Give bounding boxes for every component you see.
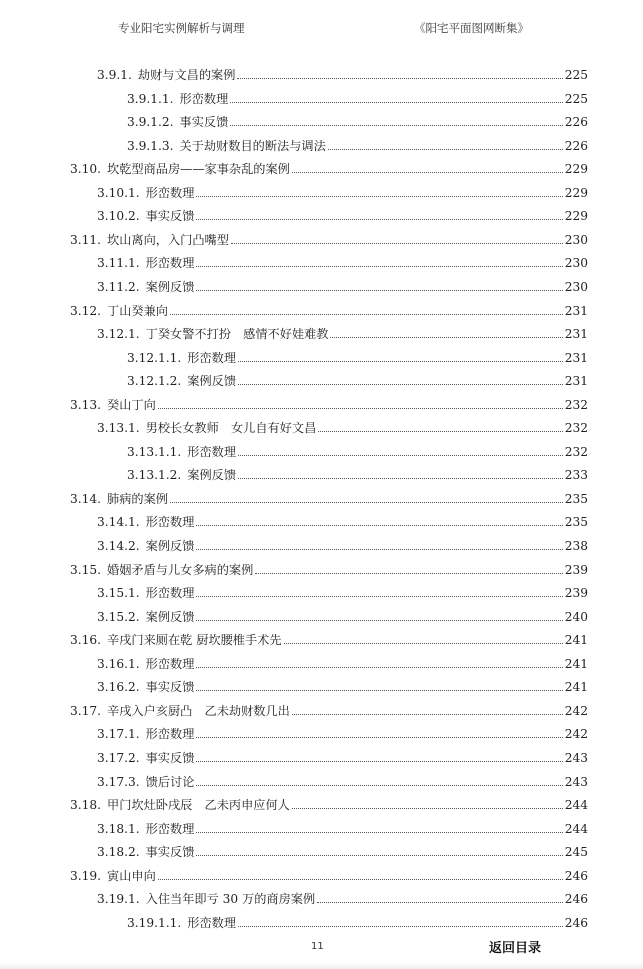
toc-entry-title: 事实反馈 [145, 845, 195, 860]
toc-entry-number: 3.9.1.2. [127, 115, 174, 130]
toc-entry-page: 242 [564, 727, 588, 742]
toc-entry-page: 243 [564, 774, 588, 789]
toc-leader-dots [330, 337, 562, 338]
toc-entry-number: 3.12.1.2. [127, 374, 182, 389]
toc-leader-dots [196, 596, 562, 597]
toc-entry-page: 245 [564, 845, 588, 860]
toc-entry[interactable] [70, 557, 588, 577]
toc-leader-dots [292, 808, 563, 809]
toc-entry-title: 形峦数理 [145, 727, 195, 742]
toc-leader-dots [230, 125, 562, 126]
toc-entry-title: 案例反馈 [145, 539, 195, 553]
toc-entry-title: 劫财与文昌的案例 [137, 68, 236, 82]
toc-entry-page: 244 [564, 798, 588, 813]
toc-entry-page: 226 [564, 115, 588, 130]
toc-entry-number: 3.17.3. [97, 774, 140, 789]
toc-entry[interactable] [67, 816, 588, 836]
toc-leader-dots [318, 431, 562, 432]
toc-entry-number: 3.13.1.2. [127, 468, 182, 483]
toc-entry-number: 3.12.1. [97, 327, 140, 342]
toc-entry-title: 癸山丁向 [107, 397, 156, 412]
toc-entry-number: 3.19. [70, 868, 102, 883]
toc-entry-number: 3.17. [70, 703, 102, 718]
toc-entry[interactable] [127, 439, 588, 459]
toc-entry-number: 3.14.1. [97, 515, 140, 530]
toc-entry[interactable] [70, 227, 588, 247]
toc-entry-number: 3.15. [70, 562, 102, 577]
toc-entry-title: 寅山申向 [107, 868, 156, 883]
toc-leader-dots [170, 314, 563, 315]
toc-leader-dots [238, 926, 563, 927]
toc-entry[interactable] [70, 863, 588, 883]
toc-entry-title: 事实反馈 [145, 750, 195, 765]
toc-entry[interactable] [67, 745, 588, 765]
toc-entry-number: 3.18. [70, 798, 102, 813]
toc-entry[interactable] [70, 486, 588, 506]
toc-entry-page: 229 [564, 162, 588, 177]
toc-entry[interactable] [70, 627, 588, 647]
toc-entry-page: 246 [564, 892, 588, 907]
toc-entry-number: 3.15.1. [97, 586, 140, 601]
toc-entry[interactable] [127, 86, 588, 106]
toc-entry[interactable] [67, 721, 588, 741]
toc-entry[interactable] [67, 886, 588, 906]
toc-entry-number: 3.12.1.1. [127, 350, 182, 365]
toc-entry-page: 238 [564, 539, 588, 553]
toc-entry-title: 肺病的案例 [107, 491, 168, 506]
toc-entry-number: 3.13.1. [97, 421, 140, 436]
toc-entry-title: 案例反馈 [145, 609, 195, 624]
toc-leader-dots [255, 573, 562, 574]
toc-entry[interactable] [127, 133, 588, 153]
toc-entry-title: 案例反馈 [145, 279, 195, 294]
toc-entry[interactable] [70, 698, 588, 718]
toc-entry-title: 坎山离向，入门凸嘴型 [107, 232, 229, 247]
toc-entry-title: 形峦数理 [145, 515, 195, 530]
toc-entry-page: 225 [564, 91, 588, 106]
toc-leader-dots [238, 384, 563, 385]
toc-leader-dots [284, 643, 563, 644]
toc-entry-number: 3.17.1. [97, 727, 140, 742]
toc-entry-title: 婚姻矛盾与儿女多病的案例 [107, 562, 254, 577]
toc-leader-dots [292, 172, 563, 173]
toc-entry[interactable] [67, 321, 588, 341]
toc-entry-number: 3.19.1. [97, 892, 140, 907]
toc-entry-number: 3.13.1.1. [127, 444, 182, 459]
toc-entry-number: 3.16.1. [97, 656, 140, 671]
toc-entry-page: 229 [564, 185, 588, 200]
toc-leader-dots [292, 714, 563, 715]
toc-entry-page: 231 [564, 303, 588, 318]
toc-leader-dots [196, 832, 562, 833]
toc-leader-dots [231, 243, 563, 244]
toc-leader-dots [170, 502, 563, 503]
toc-leader-dots [196, 219, 562, 220]
toc-leader-dots [238, 455, 563, 456]
toc-entry-title: 形峦数理 [145, 256, 195, 271]
toc-entry-page: 241 [564, 680, 588, 695]
toc-entry-page: 240 [564, 609, 588, 624]
toc-entry-page: 230 [564, 279, 588, 294]
toc-leader-dots [238, 478, 563, 479]
toc-entry-number: 3.10.1. [97, 185, 140, 200]
toc-entry-page: 225 [564, 68, 588, 82]
toc-entry-page: 226 [564, 138, 588, 153]
toc-entry-title: 形峦数理 [179, 91, 229, 106]
toc-entry-page: 242 [564, 703, 588, 718]
toc-entry-title: 关于劫财数目的断法与调法 [179, 138, 326, 153]
toc-entry-number: 3.18.1. [97, 821, 140, 836]
toc-entry[interactable] [127, 345, 588, 365]
toc-entry-page: 231 [564, 350, 588, 365]
toc-leader-dots [328, 149, 563, 150]
toc-leader-dots [196, 667, 562, 668]
toc-entry-title: 形峦数理 [145, 185, 195, 200]
toc-entry[interactable] [67, 839, 588, 859]
toc-entry[interactable] [127, 109, 588, 129]
toc-entry-title: 形峦数理 [145, 656, 195, 671]
toc-leader-dots [196, 855, 562, 856]
toc-entry-page: 246 [564, 915, 588, 930]
toc-entry[interactable] [67, 62, 588, 82]
toc-entry-page: 232 [564, 397, 588, 412]
toc-leader-dots [237, 78, 562, 79]
toc-entry[interactable] [67, 415, 588, 435]
toc-entry-number: 3.19.1.1. [127, 915, 182, 930]
toc-entry-page: 233 [564, 468, 588, 483]
toc-entry[interactable] [67, 250, 588, 270]
toc-entry-page: 244 [564, 821, 588, 836]
toc-leader-dots [196, 290, 562, 291]
toc-entry-title: 形峦数理 [187, 350, 237, 365]
toc-entry[interactable] [70, 792, 588, 812]
toc-entry-page: 230 [564, 256, 588, 271]
toc-entry-title: 男校长女教师 女儿自有好文昌 [145, 421, 317, 436]
toc-leader-dots [317, 902, 563, 903]
toc-entry-title: 事实反馈 [179, 115, 229, 130]
toc-entry[interactable] [67, 274, 588, 294]
toc-entry-title: 辛戌入户亥厨凸 乙未劫财数几出 [107, 703, 290, 718]
toc-entry[interactable] [67, 533, 588, 553]
toc-leader-dots [196, 620, 562, 621]
toc-entry[interactable] [70, 156, 588, 176]
toc-entry[interactable] [67, 674, 588, 694]
toc-entry-number: 3.9.1.3. [127, 138, 174, 153]
toc-entry-number: 3.16. [70, 633, 102, 648]
toc-entry-number: 3.10. [70, 162, 102, 177]
toc-entry-title: 辛戌门来厕在乾 厨坎腰椎手术先 [107, 633, 282, 648]
toc-leader-dots [196, 690, 562, 691]
toc-entry[interactable] [70, 392, 588, 412]
toc-entry-number: 3.10.2. [97, 209, 140, 224]
toc-entry-page: 232 [564, 444, 588, 459]
toc-entry-page: 241 [564, 633, 588, 648]
header-left-title: 专业阳宅实例解析与调理 [118, 21, 245, 35]
toc-entry-title: 案例反馈 [187, 468, 237, 483]
toc-entry-title: 坎乾型商品房——家事杂乱的案例 [107, 162, 290, 177]
toc-leader-dots [196, 525, 562, 526]
toc-leader-dots [196, 761, 562, 762]
toc-entry[interactable] [67, 604, 588, 624]
toc-entry-number: 3.11. [70, 232, 102, 247]
back-to-contents-link[interactable]: 返回目录 [489, 941, 542, 956]
toc-entry-number: 3.13. [70, 397, 102, 412]
toc-entry-title: 形峦数理 [145, 821, 195, 836]
toc-entry[interactable] [67, 509, 588, 529]
toc-leader-dots [238, 361, 563, 362]
page-number: 11 [311, 941, 324, 952]
header-right-title: 《阳宅平面图网断集》 [414, 21, 529, 35]
toc-entry-page: 232 [564, 421, 588, 436]
toc-entry-title: 丁癸女警不打扮 感情不好娃难教 [145, 327, 329, 342]
toc-entry-title: 入住当年即亏 30 万的商房案例 [145, 892, 316, 907]
toc-entry[interactable] [127, 368, 588, 388]
toc-entry[interactable] [67, 580, 588, 600]
toc-entry-number: 3.9.1.1. [127, 91, 174, 106]
toc-entry-title: 案例反馈 [187, 374, 237, 389]
toc-entry[interactable] [67, 180, 588, 200]
toc-entry-number: 3.9.1. [97, 68, 132, 82]
toc-entry-page: 235 [564, 515, 588, 530]
toc-leader-dots [196, 737, 562, 738]
toc-entry[interactable] [70, 298, 588, 318]
toc-entry-title: 事实反馈 [145, 209, 195, 224]
toc-entry-page: 243 [564, 750, 588, 765]
toc-entry[interactable] [67, 203, 588, 223]
toc-leader-dots [196, 785, 562, 786]
toc-entry-page: 241 [564, 656, 588, 671]
toc-leader-dots [230, 102, 562, 103]
toc-entry[interactable] [127, 462, 588, 482]
toc-entry-title: 馈后讨论 [145, 774, 195, 789]
toc-entry-number: 3.12. [70, 303, 102, 318]
toc-entry-title: 甲门坎灶卧戌辰 乙未丙申应何人 [107, 798, 290, 813]
toc-leader-dots [196, 196, 562, 197]
toc-entry-page: 239 [564, 586, 588, 601]
toc-entry-number: 3.15.2. [97, 609, 140, 624]
toc-entry-number: 3.17.2. [97, 750, 140, 765]
toc-entry-number: 3.11.1. [97, 256, 140, 271]
toc-entry-page: 230 [564, 232, 588, 247]
toc-leader-dots [158, 879, 563, 880]
toc-entry-title: 事实反馈 [145, 680, 195, 695]
toc-entry-page: 229 [564, 209, 588, 224]
page-header [0, 14, 643, 38]
toc-entry-number: 3.14.2. [97, 539, 140, 553]
toc-entry-page: 231 [564, 374, 588, 389]
toc-entry[interactable] [67, 651, 588, 671]
toc-entry[interactable] [127, 910, 588, 930]
toc-entry-title: 丁山癸兼向 [107, 303, 168, 318]
toc-entry-number: 3.11.2. [97, 279, 140, 294]
toc-entry-number: 3.18.2. [97, 845, 140, 860]
toc-entry-number: 3.14. [70, 491, 102, 506]
bottom-edge [0, 962, 643, 969]
toc-entry-page: 239 [564, 562, 588, 577]
toc-entry-page: 231 [564, 327, 588, 342]
toc-entry-title: 形峦数理 [187, 444, 237, 459]
toc-entry[interactable] [67, 769, 588, 789]
toc-entry-number: 3.16.2. [97, 680, 140, 695]
toc-entry-page: 246 [564, 868, 588, 883]
toc-leader-dots [196, 266, 562, 267]
toc-leader-dots [158, 408, 563, 409]
toc-entry-title: 形峦数理 [187, 915, 237, 930]
toc-entry-page: 235 [564, 491, 588, 506]
toc-leader-dots [196, 549, 562, 550]
toc-entry-title: 形峦数理 [145, 586, 195, 601]
